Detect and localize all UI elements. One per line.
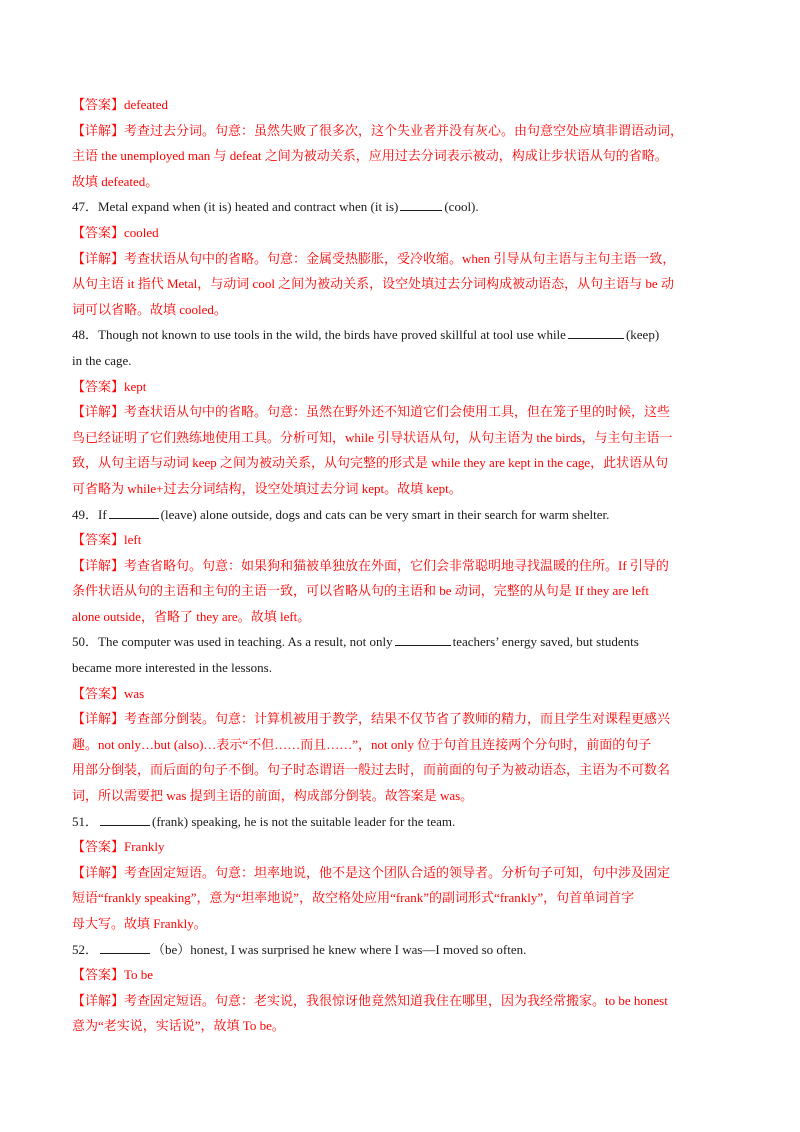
question-line — [72, 194, 728, 220]
question-text-after: teachers’ energy saved, but students — [452, 634, 639, 650]
answer-line: 【答案】left — [72, 532, 142, 548]
answer-line: 【答案】was — [72, 685, 145, 701]
answer-blank — [100, 811, 150, 826]
explanation-line: 趣。not only…but (also)…表示“不但……而且……”，not only 位于句首且连接两个分句时，前面的句子 — [72, 736, 652, 752]
explanation-line: 从句主语 it 指代 Metal，与动词 cool 之间为被动关系，设空处填过去分词构成被动语态，从句主语与 be 动 — [72, 276, 674, 292]
question-text: 50．The computer was used in teaching. As a result, not only — [72, 634, 393, 650]
explanation-line: 条件状语从句的主语和主句的主语一致，可以省略从句的主语和 be 动词，完整的从句是 If they are left — [72, 583, 650, 599]
question-line — [72, 937, 728, 963]
question-continuation: in the cage. — [72, 352, 132, 368]
question-line — [72, 809, 728, 835]
question-text: 52． — [72, 941, 99, 957]
question-line — [72, 629, 728, 655]
explanation-line: 词可以省略。故填 cooled。 — [72, 301, 227, 317]
explanation-line: 【详解】考查部分倒装。句意：计算机被用于教学，结果不仅节省了教师的精力，而且学生对课程更感兴 — [72, 711, 671, 727]
answer-line: 【答案】cooled — [72, 224, 159, 240]
explanation-line: 致，从句主语与动词 keep 之间为被动关系，从句完整的形式是 while they are kept in the cage，此状语从句 — [72, 455, 669, 471]
explanation-line: 【详解】考查固定短语。句意：坦率地说，他不是这个团队合适的领导者。分析句子可知，句中涉及固定 — [72, 864, 671, 880]
explanation-line: 用部分倒装，而后面的句子不倒。句子时态谓语一般过去时，而前面的句子为被动语态，主语为不可数名 — [72, 762, 671, 778]
question-text: 47．Metal expand when (it is) heated and contract when (it is) — [72, 199, 399, 215]
explanation-line: 【详解】考查状语从句中的省略。句意：虽然在野外还不知道它们会使用工具，但在笼子里的时候，这些 — [72, 404, 671, 420]
answer-line: 【答案】Frankly — [72, 839, 165, 855]
explanation-line: 可省略为 while+过去分词结构，设空处填过去分词 kept。故填 kept。 — [72, 480, 462, 496]
explanation-line: 词，所以需要把 was 提到主语的前面，构成部分倒装。故答案是 was。 — [72, 788, 474, 804]
explanation-line: 【详解】考查状语从句中的省略。句意：金属受热膨胀，受冷收缩。when 引导从句主语与主句主语一致， — [72, 250, 676, 266]
question-text-after: (keep) — [625, 327, 660, 343]
answer-line: 【答案】kept — [72, 378, 147, 394]
explanation-line: 短语“frankly speaking”，意为“坦率地说”，故空格处应用“frank”的副词形式“frankly”，句首单词首字 — [72, 890, 635, 906]
explanation-line: 【详解】考查固定短语。句意：老实说，我很惊讶他竟然知道我住在哪里，因为我经常搬家。to be honest — [72, 992, 668, 1008]
answer-blank — [395, 631, 451, 646]
question-text: 49．If — [72, 506, 107, 522]
question-text-after: (cool). — [444, 199, 479, 215]
answer-blank — [109, 504, 159, 519]
question-continuation: became more interested in the lessons. — [72, 660, 272, 676]
answer-line: 【答案】To be — [72, 967, 154, 983]
explanation-line: 主语 the unemployed man 与 defeat 之间为被动关系，应用过去分词表示被动，构成让步状语从句的省略。 — [72, 148, 668, 164]
explanation-line: alone outside，省略了 they are。故填 left。 — [72, 608, 311, 624]
question-text-after: (frank) speaking, he is not the suitable leader for the team. — [152, 813, 456, 829]
explanation-line: 意为“老实说，实话说”，故填 To be。 — [72, 1018, 285, 1034]
answer-blank — [400, 196, 442, 211]
question-line — [72, 502, 728, 528]
answer-blank — [568, 324, 624, 339]
question-text-after: (leave) alone outside, dogs and cats can be very smart in their search for warm shelter. — [160, 506, 610, 522]
explanation-line: 鸟已经证明了它们熟练地使用工具。分析可知，while 引导状语从句，从句主语为 the birds，与主句主语一 — [72, 429, 673, 445]
question-line — [72, 322, 728, 348]
answer-line: 【答案】defeated — [72, 97, 169, 112]
question-text: 48．Though not known to use tools in the wild, the birds have proved skillful at tool use while — [72, 327, 566, 343]
answer-explanations — [72, 92, 728, 1039]
question-text-after: （be）honest, I was surprised he knew where I was—I moved so often. — [152, 941, 527, 957]
explanation-line: 故填 defeated。 — [72, 173, 159, 189]
explanation-line: 【详解】考查过去分词。句意：虽然失败了很多次，这个失业者并没有灰心。由句意空处应填非谓语动词， — [72, 122, 684, 138]
question-text: 51． — [72, 813, 99, 829]
answer-blank — [100, 939, 150, 954]
explanation-line: 【详解】考查省略句。句意：如果狗和猫被单独放在外面，它们会非常聪明地寻找温暖的住所。If 引导的 — [72, 557, 669, 573]
explanation-line: 母大写。故填 Frankly。 — [72, 916, 207, 931]
